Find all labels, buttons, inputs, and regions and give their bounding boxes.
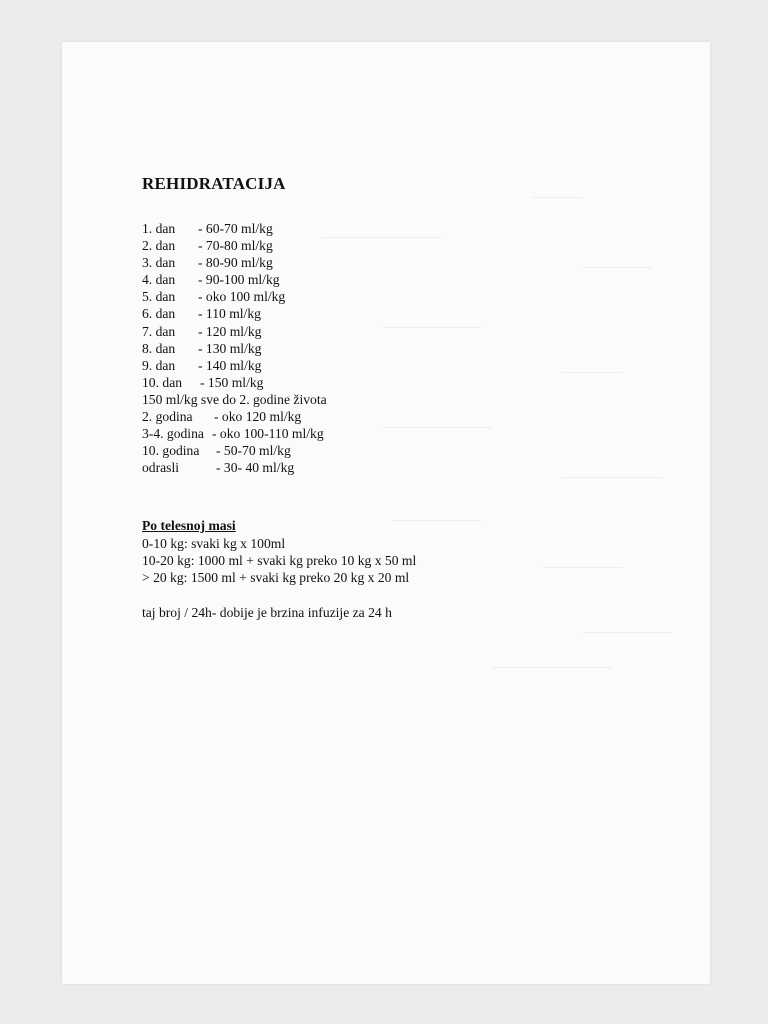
bleed-through-mark: [492, 667, 612, 668]
age-value: - 30- 40 ml/kg: [216, 460, 295, 476]
bleed-through-mark: [582, 632, 672, 633]
list-item: [142, 271, 662, 288]
day-label: 9. dan: [142, 357, 176, 373]
list-item: [142, 374, 662, 391]
list-item: [142, 408, 662, 425]
until-age-line: 150 ml/kg sve do 2. godine života: [142, 391, 327, 407]
day-label: 2. dan: [142, 238, 176, 254]
list-item: [142, 305, 662, 322]
age-rates-list: [142, 408, 662, 476]
infusion-note: taj broj / 24h- dobije je brzina infuzije za 24 h: [142, 604, 392, 620]
list-item: 10-20 kg: 1000 ml + svaki kg preko 10 kg x 50 ml: [142, 552, 417, 568]
list-item: [142, 442, 662, 459]
day-label: 4. dan: [142, 272, 176, 288]
day-value: - 90-100 ml/kg: [198, 272, 280, 288]
age-label: 10. godina: [142, 443, 200, 459]
list-item: 0-10 kg: svaki kg x 100ml: [142, 535, 286, 551]
day-value: - 80-90 ml/kg: [198, 255, 273, 271]
day-value: - 150 ml/kg: [200, 374, 264, 390]
age-label: 3-4. godina: [142, 426, 204, 442]
day-label: 6. dan: [142, 306, 176, 322]
age-value: - oko 100-110 ml/kg: [212, 426, 324, 442]
age-value: - oko 120 ml/kg: [214, 409, 302, 425]
section-heading: Po telesnoj masi: [142, 518, 236, 534]
day-label: 7. dan: [142, 323, 176, 339]
day-value: - 60-70 ml/kg: [198, 221, 273, 236]
day-value: - oko 100 ml/kg: [198, 289, 286, 305]
list-item: [142, 425, 662, 442]
list-item: [142, 288, 662, 305]
day-label: 1. dan: [142, 221, 176, 236]
list-item: [142, 357, 662, 374]
age-label: 2. godina: [142, 409, 193, 425]
day-label: 3. dan: [142, 255, 176, 271]
list-item: [142, 254, 662, 271]
list-item: [142, 237, 662, 254]
day-value: - 130 ml/kg: [198, 340, 262, 356]
day-label: 10. dan: [142, 374, 183, 390]
age-label: odrasli: [142, 460, 179, 476]
list-item: > 20 kg: 1500 ml + svaki kg preko 20 kg x 20 ml: [142, 569, 410, 585]
day-value: - 110 ml/kg: [198, 306, 261, 322]
list-item: [142, 220, 662, 237]
day-value: - 140 ml/kg: [198, 357, 262, 373]
day-value: - 120 ml/kg: [198, 323, 262, 339]
weight-rules-list: [142, 535, 662, 586]
document-title: REHIDRATACIJA: [142, 174, 286, 193]
list-item: [142, 323, 662, 340]
document-content: [142, 174, 662, 621]
list-item: [142, 459, 662, 476]
document-page: [62, 42, 710, 984]
list-item: [142, 340, 662, 357]
day-label: 8. dan: [142, 340, 176, 356]
daily-rates-list: [142, 220, 662, 391]
age-value: - 50-70 ml/kg: [216, 443, 291, 459]
day-label: 5. dan: [142, 289, 176, 305]
day-value: - 70-80 ml/kg: [198, 238, 273, 254]
